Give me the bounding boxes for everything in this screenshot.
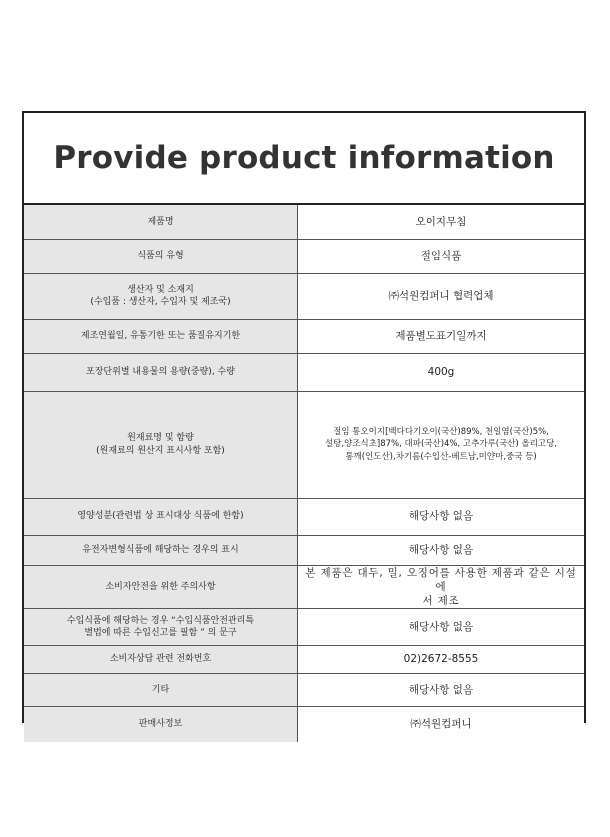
row-label — [24, 498, 298, 535]
row-label-line: (원재료의 원산지 표시사항 포함) — [96, 445, 225, 456]
product-info-table — [24, 205, 584, 742]
row-value — [298, 319, 585, 353]
row-value-line: 절임 통오이지[백다다기오이(국산)89%, 천일염(국산)5%, — [333, 427, 549, 438]
row-value-line: 서 제조 — [422, 594, 460, 607]
row-label — [24, 239, 298, 273]
table-row-import-declaration — [24, 609, 584, 646]
row-label — [24, 609, 298, 646]
row-label-line: 소비자상담 관련 전화번호 — [109, 654, 212, 665]
table-row-other — [24, 674, 584, 707]
row-value — [298, 205, 585, 239]
page-title: Provide product information — [53, 140, 555, 176]
row-value — [298, 535, 585, 565]
row-label — [24, 707, 298, 742]
row-value-line: 설탕,양조식초]87%, 대파(국산)4%, 고추가루(국산) 올리고당, — [324, 439, 558, 450]
row-label-line: 소비자안전을 위한 주의사항 — [105, 581, 216, 592]
row-label — [24, 565, 298, 609]
table-row-ingredients — [24, 391, 584, 498]
row-value — [298, 391, 585, 498]
row-label — [24, 273, 298, 319]
row-value-line: 해당사항 없음 — [408, 620, 474, 633]
row-value — [298, 353, 585, 391]
table-row-food-type — [24, 239, 584, 273]
row-label-line: 포장단위별 내용물의 용량(중량), 수량 — [86, 366, 235, 377]
row-value-line: 통깨(인도산),차기름(수입산-베트남,미얀마,중국 등) — [345, 451, 537, 462]
row-value — [298, 674, 585, 707]
row-value — [298, 707, 585, 742]
row-label — [24, 353, 298, 391]
row-value — [298, 239, 585, 273]
row-label-line: 제조연월일, 유통기한 또는 품질유지기한 — [80, 330, 241, 341]
table-row-producer-location — [24, 273, 584, 319]
row-value — [298, 565, 585, 609]
row-label — [24, 205, 298, 239]
row-value-line: 400g — [427, 365, 455, 378]
row-value-line: 본 제품은 대두, 밀, 오징어를 사용한 제품과 같은 시설에 — [305, 566, 577, 593]
row-label — [24, 319, 298, 353]
product-info-sheet — [22, 111, 586, 731]
row-label-line: 식품의 유형 — [137, 250, 184, 261]
table-row-package-volume — [24, 353, 584, 391]
table-row-gmo-label — [24, 535, 584, 565]
title-box — [24, 113, 584, 205]
row-label — [24, 646, 298, 674]
row-label-line: 수입식품에 해당하는 경우 “수입식품안전관리특 — [66, 615, 255, 626]
table-row-customer-phone — [24, 646, 584, 674]
table-row-expiry-date — [24, 319, 584, 353]
row-label-line: 판매사정보 — [138, 719, 183, 730]
row-value-line: ㈜석원컴퍼니 협력업체 — [388, 289, 494, 302]
row-value-line: 오이지무침 — [415, 215, 467, 228]
row-label-line: 생산자 및 소재지 — [127, 284, 194, 295]
row-value-line: 해당사항 없음 — [408, 543, 474, 556]
table-row-product-name — [24, 205, 584, 239]
row-label-line: (수입품 : 생산자, 수입자 및 제조국) — [90, 297, 231, 307]
row-value — [298, 646, 585, 674]
row-value-line: ㈜석원컴퍼니 — [410, 718, 472, 731]
row-label — [24, 535, 298, 565]
row-label-line: 영양성분(관련법 상 표시대상 식품에 한함) — [77, 511, 244, 522]
table-row-safety-caution — [24, 565, 584, 609]
row-value-line: 절임식품 — [420, 249, 462, 262]
row-value — [298, 273, 585, 319]
row-label-line: 원재료명 및 함량 — [127, 433, 194, 444]
row-label — [24, 674, 298, 707]
row-label-line: 별법에 따른 수입신고를 필함 ” 의 문구 — [84, 628, 237, 639]
row-label-line: 제품명 — [147, 216, 174, 227]
row-label-line: 기타 — [151, 684, 170, 695]
row-value-line: 해당사항 없음 — [408, 510, 474, 523]
product-info-table-body — [24, 205, 584, 742]
row-value-line: 해당사항 없음 — [408, 683, 474, 696]
row-label-line: 유전자변형식품에 해당하는 경우의 표시 — [82, 544, 239, 555]
table-row-seller-info — [24, 707, 584, 742]
row-label — [24, 391, 298, 498]
row-value-line: 제품별도표기일까지 — [395, 329, 487, 342]
row-value — [298, 609, 585, 646]
row-value-line: 02)2672-8555 — [403, 653, 479, 666]
table-row-nutrition — [24, 498, 584, 535]
row-value — [298, 498, 585, 535]
